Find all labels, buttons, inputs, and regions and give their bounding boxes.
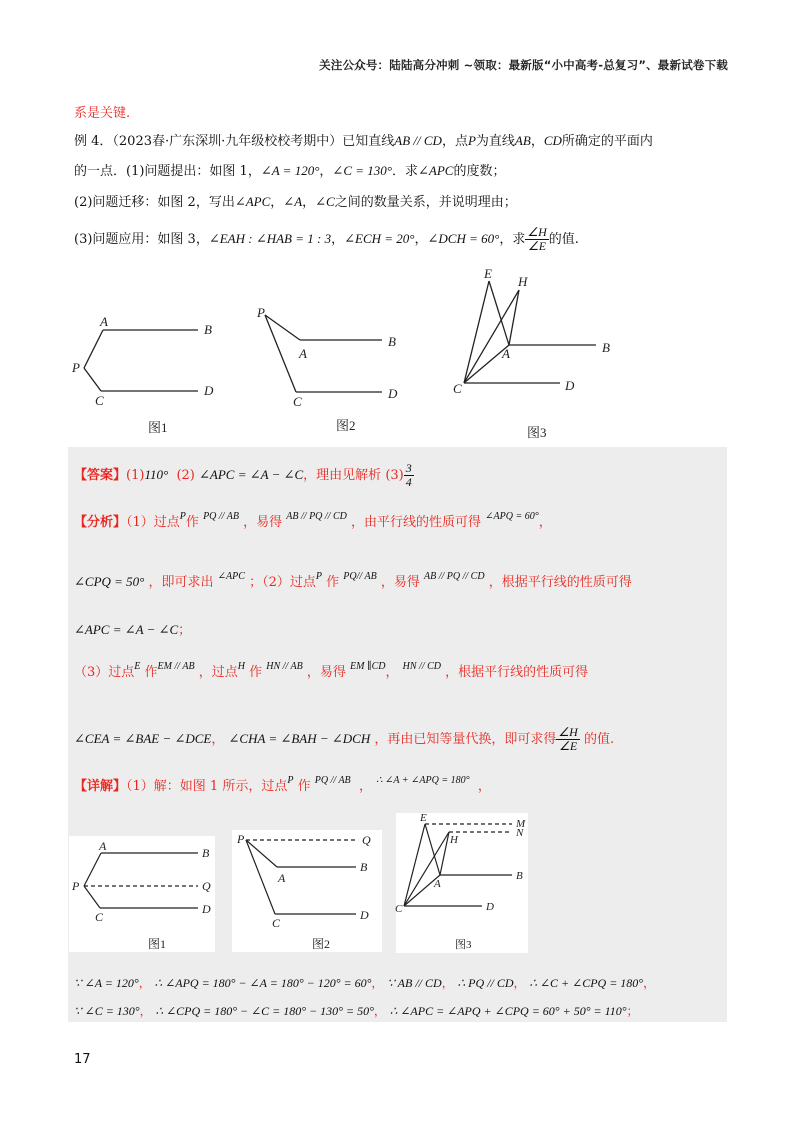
- dfig3-label-h: H: [450, 834, 458, 846]
- problem-line-3: (2)问题迁移：如图 2，写出∠APC，∠A，∠C之间的数量关系，并说明理由；: [74, 194, 517, 210]
- dfig2-label-p: P: [237, 832, 245, 846]
- dfig3-label-d: D: [486, 901, 494, 913]
- dfig2-label-b: B: [360, 860, 368, 874]
- fig1-label-d: D: [204, 383, 214, 398]
- detail-line-3: ∵ ∠C = 130°， ∴ ∠CPQ = 180° − ∠C = 180° − 130° = 50°， ∴ ∠APC = ∠APQ + ∠CPQ = 60° + 50° = 110°；: [74, 1004, 639, 1018]
- fig2-caption: 图2: [336, 418, 356, 433]
- figure-1: [84, 330, 198, 391]
- dfig2-label-c: C: [272, 916, 281, 930]
- fig3-caption: 图3: [527, 425, 547, 440]
- problem-line-1: 例 4．（2023春·广东深圳·九年级校校考期中）已知直线AB // CD，点P为直线AB，CD所确定的平面内: [74, 133, 653, 149]
- fig2-label-p: P: [257, 305, 265, 320]
- fig3-label-a: A: [502, 346, 510, 361]
- dfig1-caption: 图1: [148, 937, 167, 951]
- fig1-label-p: P: [72, 360, 80, 375]
- dfig3-label-n: N: [516, 827, 524, 839]
- fig2-label-d: D: [388, 386, 398, 401]
- dfig1-label-b: B: [202, 846, 210, 860]
- problem-line-2: 的一点．(1)问题提出：如图 1，∠A = 120°，∠C = 130°．求∠APC的度数；: [74, 163, 506, 179]
- fig3-label-e: E: [484, 266, 492, 281]
- fig1-label-a: A: [100, 314, 108, 329]
- dfig1-label-p: P: [72, 879, 80, 893]
- fig3-label-c: C: [453, 381, 462, 396]
- fraction-h-over-e: $\frac{\angle H}{\angle E}$: [527, 225, 547, 253]
- analysis-fraction: $\frac{\angle H}{\angle E}$: [558, 725, 578, 753]
- dfig1-label-c: C: [95, 910, 104, 924]
- dfig2-label-a: A: [278, 871, 286, 885]
- fig2-label-b: B: [388, 334, 396, 349]
- fig3-label-h: H: [518, 274, 528, 289]
- fig3-label-b: B: [602, 340, 610, 355]
- fig1-label-c: C: [95, 393, 104, 408]
- dfig3-caption: 图3: [455, 939, 472, 951]
- analysis-line-1: 【分析】（1）过点$^P$作 $^{PQ // AB}$ ，易得 $^{AB // PQ // CD}$ ，由平行线的性质可得 $^{\angle APQ = 60^\circ}$，: [74, 511, 552, 530]
- fig1-caption: 图1: [148, 420, 168, 435]
- detail-line-1: 【详解】（1）解：如图 1 所示，过点$^P$ 作 $^{PQ // AB}$ ， $^{\therefore \angle A + \angle APQ = 180^\circ}$ ，: [74, 775, 491, 794]
- fig3-label-d: D: [565, 378, 575, 393]
- fig2-label-c: C: [293, 394, 302, 409]
- page-number: 17: [74, 1052, 91, 1067]
- analysis-line-3: ∠APC = ∠A − ∠C；: [74, 622, 192, 638]
- dfig2-caption: 图2: [312, 937, 331, 951]
- figure-3: [464, 281, 596, 383]
- dfig3-label-c: C: [395, 903, 403, 915]
- fig1-label-b: B: [204, 322, 212, 337]
- dfig1-label-q: Q: [202, 879, 211, 893]
- intro-tail: 系是关键.: [74, 106, 131, 121]
- analysis-line-5: ∠CEA = ∠BAE − ∠DCE， ∠CHA = ∠BAH − ∠DCH ，再由已知等量代换，即可求得 $\frac{\angle H}{\angle E}$ 的值.: [74, 725, 615, 753]
- answer-fraction: $\frac{3}{4}$: [405, 461, 412, 489]
- dfig2-label-d: D: [360, 908, 369, 922]
- dfig2-label-q: Q: [362, 833, 371, 847]
- dfig1-label-a: A: [99, 839, 107, 853]
- dfig3-label-a: A: [434, 878, 441, 890]
- dfig3-label-b: B: [516, 870, 523, 882]
- problem-line-4: (3)问题应用：如图 3，∠EAH : ∠HAB = 1 : 3，∠ECH = 20°，∠DCH = 60°，求 $\frac{\angle H}{\angle E}$ 的值.: [74, 225, 579, 253]
- dfig3-label-m: M: [516, 818, 526, 830]
- figure-2: [265, 315, 382, 392]
- figures-top: [0, 260, 800, 445]
- fig2-label-a: A: [299, 346, 307, 361]
- figures-detail: [0, 810, 800, 955]
- page-header: 关注公众号：陆陆高分冲刺 ~领取：最新版“小中高考-总复习”、最新试卷下载: [319, 58, 728, 72]
- detail-line-2: ∵ ∠A = 120°， ∴ ∠APQ = 180° − ∠A = 180° − 120° = 60°， ∵ AB // CD， ∴ PQ // CD， ∴ ∠C + ∠CPQ = 180°，: [74, 976, 656, 990]
- analysis-line-4: （3）过点$^E$ 作$^{EM // AB}$ ，过点$^H$ 作 $^{HN // AB}$ ，易得 $^{EM \parallel CD}$， $^{HN // CD}$ ，根据平行线的性质可得: [74, 661, 589, 680]
- analysis-line-2: ∠CPQ = 50° ，即可求出 $^{\angle APC}$ ；（2）过点$^P$ 作 $^{PQ// AB}$ ，易得 $^{AB // PQ // CD}$ ，根据平行线的性质可得: [74, 571, 632, 590]
- dfig3-label-e: E: [420, 812, 427, 824]
- dfig1-label-d: D: [202, 902, 211, 916]
- answer-line: 【答案】(1)110° (2) ∠APC = ∠A − ∠C，理由见解析 (3) $\frac{3}{4}$: [74, 461, 412, 489]
